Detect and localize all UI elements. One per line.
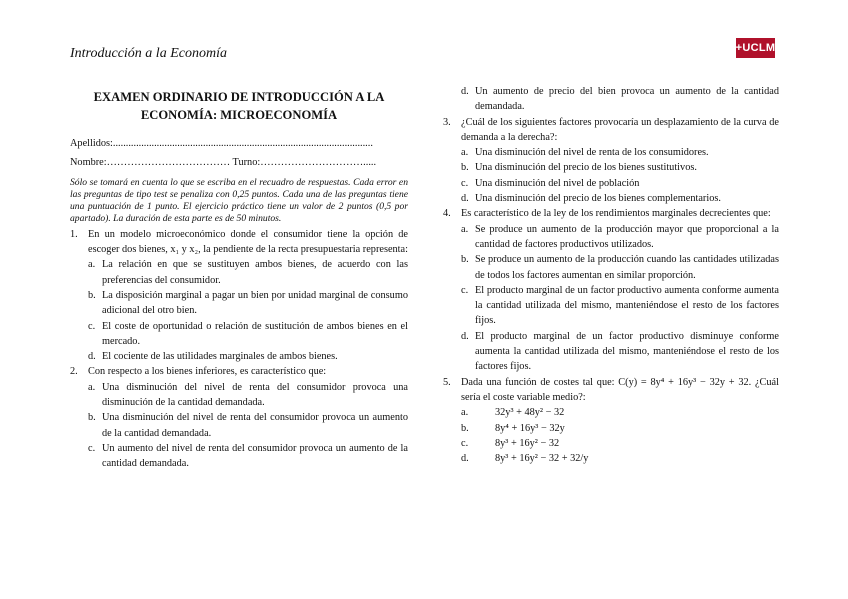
option-2d (461, 84, 779, 115)
option-letter: d. (88, 351, 96, 363)
question-number: 5. (443, 376, 451, 388)
option-text: El producto marginal de un factor productivo aumenta conforme aumenta la cantidad utilizada del mismo, manteniéndose el resto de los factores fijos. (475, 284, 779, 327)
option-letter: a. (88, 259, 96, 271)
option-1a (88, 257, 408, 288)
option-text: La disposición marginal a pagar un bien por unidad marginal de consumo adicional del otro bien. (102, 289, 408, 317)
instructions: Sólo se tomará en cuenta lo que se escriba en el recuadro de respuestas. Cada error en las preguntas de tipo test se penaliza con 0,25 puntos. Cada una de las preguntas tiene una puntuación de 1 punto. El ejercicio práctico tiene un valor de 2 puntos (0,5 por apartado). La duración de esta parte es de 50 minutos. (70, 176, 408, 225)
option-letter: a. (461, 223, 469, 235)
question-text: ¿Cuál de los siguientes factores provocaría un desplazamiento de la curva de demanda a la derecha?: (461, 116, 779, 143)
option-text: 32y³ + 48y² − 32 (495, 407, 565, 419)
option-letter: c. (88, 442, 96, 454)
option-letter: a. (461, 147, 469, 159)
option-letter: a. (461, 407, 469, 419)
option-letter: c. (461, 437, 469, 449)
question-number: 4. (443, 208, 451, 220)
option-text: 8y⁴ + 16y³ − 32y (495, 422, 565, 434)
question-text: Con respecto a los bienes inferiores, es característico que: (88, 366, 327, 378)
option-text: Un aumento del nivel de renta del consumidor provoca un aumento de la cantidad demandada. (102, 442, 408, 470)
option-4b (461, 252, 779, 283)
apellidos-field: Apellidos:..................................................................................................... (70, 138, 373, 149)
nombre-turno-field: Nombre:……………………………… Turno:…………………………..... (70, 157, 377, 169)
question-number: 1. (70, 228, 78, 240)
option-letter: b. (461, 422, 469, 434)
option-2c (88, 441, 408, 472)
option-text: Un aumento de precio del bien provoca un aumento de la cantidad demandada. (475, 86, 779, 113)
option-1d (88, 349, 408, 364)
option-text: El cociente de las utilidades marginales de ambos bienes. (102, 351, 338, 363)
question-text: Dada una función de costes tal que: C(y) = 8y⁴ + 16y³ − 32y + 32. ¿Cuál sería el coste variable medio?: (461, 376, 779, 403)
option-5a (461, 405, 779, 420)
option-5b (461, 421, 779, 436)
option-letter: a. (88, 381, 96, 393)
option-text: Se produce un aumento de la producción cuando las cantidades utilizadas de todos los factores aumentan en similar proporción. (475, 254, 779, 281)
question-text: En un modelo microeconómico donde el consumidor tiene la opción de escoger dos bienes, x₁ y x₂, la pendiente de la recta presupuestaria representa: (88, 228, 408, 256)
option-5c (461, 436, 779, 451)
option-text: La relación en que se sustituyen ambos bienes, de acuerdo con las preferencias del consumidor. (102, 259, 408, 286)
option-3c (461, 176, 779, 191)
option-1b (88, 288, 408, 319)
option-text: Una disminución del nivel de renta del consumidor provoca una disminución de la cantidad demandada. (102, 381, 408, 409)
option-text: El coste de oportunidad o relación de sustitución de ambos bienes en el mercado. (102, 320, 408, 347)
option-2a (88, 380, 408, 411)
option-text: 8y³ + 16y² − 32 (495, 437, 560, 449)
question-3 (443, 115, 779, 146)
option-4c (461, 283, 779, 329)
option-letter: c. (461, 284, 469, 296)
option-letter: d. (461, 330, 469, 342)
option-text: 8y³ + 16y² − 32 + 32/y (495, 453, 589, 465)
option-text: Una disminución del precio de los bienes sustitutivos. (475, 162, 697, 174)
uclm-logo: +UCLM (736, 38, 775, 58)
option-text: Una disminución del nivel de población (475, 177, 640, 189)
option-4d (461, 329, 779, 375)
option-3a (461, 145, 779, 160)
option-text: Una disminución del nivel de renta del consumidor provoca un aumento de la cantidad demandada. (102, 412, 408, 439)
option-3b (461, 160, 779, 175)
option-text: Una disminución del nivel de renta de los consumidores. (475, 147, 709, 159)
right-column (443, 84, 779, 466)
option-2b (88, 410, 408, 441)
exam-title: EXAMEN ORDINARIO DE INTRODUCCIÓN A LA ECONOMÍA: MICROECONOMÍA (93, 90, 385, 122)
question-2 (70, 364, 408, 379)
question-4 (443, 206, 779, 221)
question-number: 2. (70, 366, 78, 378)
option-letter: c. (88, 320, 96, 332)
option-text: El producto marginal de un factor productivo disminuye conforme aumenta la cantidad utilizada del mismo, manteniéndose el resto de los factores fijos. (475, 330, 779, 373)
option-letter: b. (461, 254, 469, 266)
option-letter: b. (88, 289, 96, 301)
option-letter: c. (461, 177, 469, 189)
question-1 (70, 227, 408, 258)
option-letter: d. (461, 86, 469, 97)
option-letter: d. (461, 453, 469, 465)
question-number: 3. (443, 116, 451, 128)
left-column (70, 88, 408, 472)
option-text: Se produce un aumento de la producción mayor que proporcional a la cantidad de factores productivos utilizados. (475, 223, 779, 250)
course-header: Introducción a la Economía (70, 46, 227, 61)
option-letter: d. (461, 193, 469, 205)
option-text: Una disminución del precio de los bienes complementarios. (475, 193, 721, 205)
question-5 (443, 375, 779, 406)
option-letter: b. (88, 412, 96, 424)
option-5d (461, 451, 779, 466)
option-3d (461, 191, 779, 206)
option-1c (88, 319, 408, 350)
option-letter: b. (461, 162, 469, 174)
question-text: Es característico de la ley de los rendimientos marginales decrecientes que: (461, 208, 771, 220)
option-4a (461, 222, 779, 253)
